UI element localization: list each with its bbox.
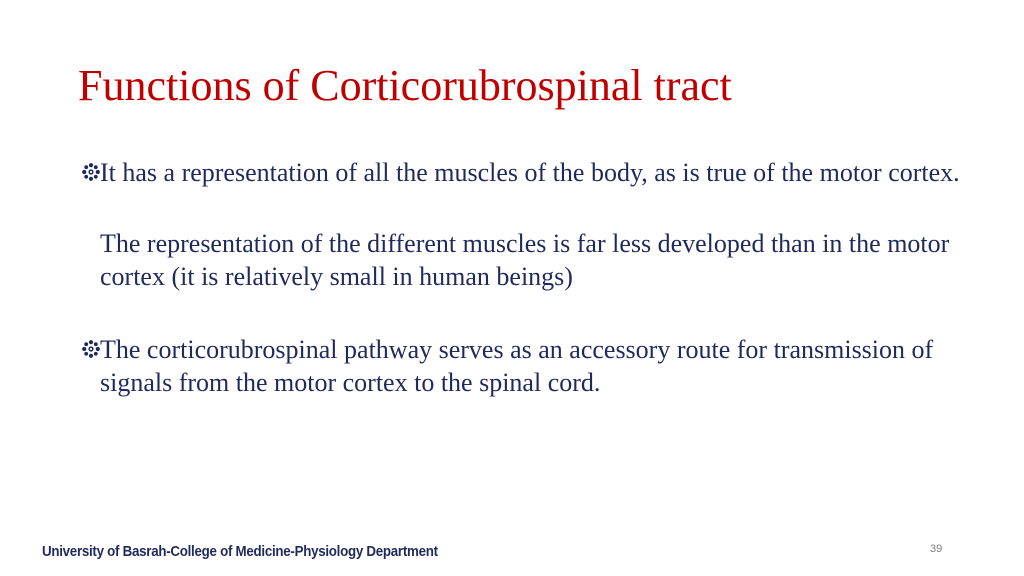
sub-paragraph <box>82 227 962 293</box>
paragraph-text: The corticorubrospinal pathway serves as an accessory route for transmission of signals from the motor cortex to the spinal cord. <box>100 335 934 397</box>
slide-content <box>82 156 962 399</box>
bullet-paragraph <box>82 333 962 399</box>
bullet-paragraph <box>82 156 962 189</box>
paragraph-text: The representation of the different muscles is far less developed than in the motor cortex (it is relatively small in human beings) <box>100 229 950 291</box>
flower-bullet-icon <box>80 161 102 183</box>
page-number: 39 <box>930 543 943 555</box>
footer-institution: University of Basrah-College of Medicine-Physiology Department <box>42 544 438 560</box>
flower-bullet-icon <box>80 338 102 360</box>
paragraph-text: It has a representation of all the muscles of the body, as is true of the motor cortex. <box>100 158 960 187</box>
slide-title: Functions of Corticorubrospinal tract <box>78 61 732 110</box>
